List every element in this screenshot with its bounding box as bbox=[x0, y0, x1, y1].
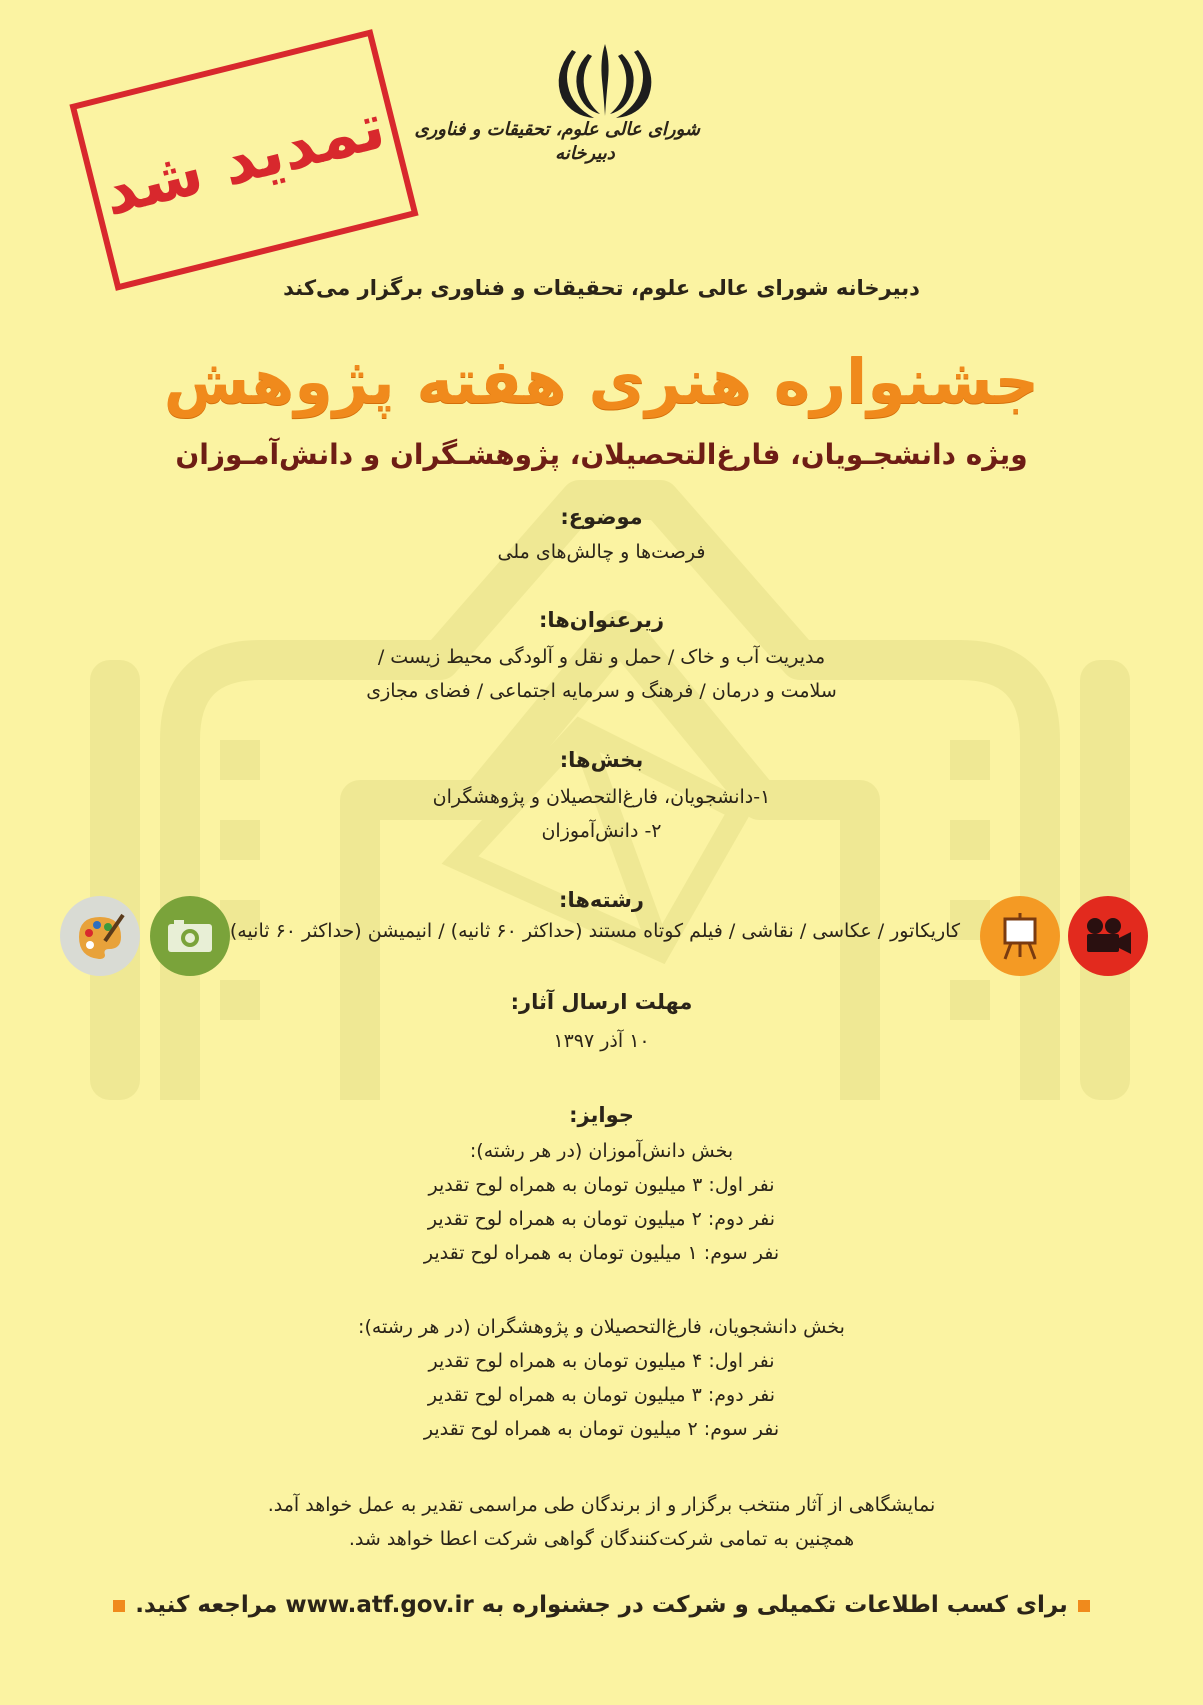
deadline-label: مهلت ارسال آثار: bbox=[510, 990, 693, 1014]
council-name-line2: دبیرخانه bbox=[555, 143, 615, 164]
easel-icon bbox=[980, 896, 1060, 976]
subtopics-line2: سلامت و درمان / فرهنگ و سرمایه اجتماعی / فضای مجازی bbox=[366, 680, 837, 702]
iran-emblem-icon bbox=[550, 40, 660, 120]
notes-line1: نمایشگاهی از آثار منتخب برگزار و از برندگان طی مراسمی تقدیر به عمل خواهد آمد. bbox=[267, 1494, 936, 1516]
notes-line2: همچنین به تمامی شرکت‌کنندگان گواهی شرکت اعطا خواهد شد. bbox=[348, 1528, 855, 1550]
prizes-university-title: بخش دانشجویان، فارغ‌التحصیلان و پژوهشگران (در هر رشته): bbox=[358, 1316, 845, 1338]
palette-icon bbox=[60, 896, 140, 976]
extended-stamp-text: تمدید شد bbox=[95, 89, 393, 231]
film-camera-icon bbox=[1068, 896, 1148, 976]
extended-stamp bbox=[69, 29, 418, 291]
camera-icon bbox=[150, 896, 230, 976]
footer bbox=[0, 1592, 1203, 1618]
festival-title: جشنواره هنری هفته پژوهش bbox=[163, 345, 1040, 418]
prize-item: نفر دوم: ۲ میلیون تومان به همراه لوح تقدیر bbox=[427, 1208, 776, 1230]
festival-subtitle: ویژه دانشجـویان، فارغ‌التحصیلان، پژوهشـگران و دانش‌آمـوزان bbox=[175, 438, 1028, 471]
prize-item: نفر سوم: ۱ میلیون تومان به همراه لوح تقدیر bbox=[423, 1242, 780, 1264]
prize-item: نفر اول: ۴ میلیون تومان به همراه لوح تقدیر bbox=[428, 1350, 775, 1372]
prizes-label: جوایز: bbox=[569, 1103, 634, 1127]
prize-item: نفر اول: ۳ میلیون تومان به همراه لوح تقدیر bbox=[428, 1174, 775, 1196]
council-name-line1: شورای عالی علوم، تحقیقات و فناوری bbox=[414, 119, 700, 140]
prizes-university bbox=[0, 1310, 1203, 1446]
bullet-icon bbox=[1078, 1600, 1090, 1612]
notes bbox=[0, 1488, 1203, 1556]
topic-label: موضوع: bbox=[560, 505, 643, 529]
bullet-icon bbox=[113, 1600, 125, 1612]
prizes-students bbox=[0, 1134, 1203, 1270]
sections-line1: ۱-دانشجویان، فارغ‌التحصیلان و پژوهشگران bbox=[432, 786, 771, 808]
sections-label: بخش‌ها: bbox=[559, 748, 644, 772]
subtopics-label: زیرعنوان‌ها: bbox=[538, 608, 665, 632]
council-name bbox=[414, 118, 700, 166]
fields-value: کاریکاتور / عکاسی / نقاشی / فیلم کوتاه مستند (حداکثر ۶۰ ثانیه) / انیمیشن (حداکثر ۶۰ ثانیه) bbox=[229, 920, 960, 942]
subtopics-list bbox=[0, 640, 1203, 708]
sections-line2: ۲- دانش‌آموزان bbox=[541, 820, 662, 842]
organizer-line: دبیرخانه شورای عالی علوم، تحقیقات و فناوری برگزار می‌کند bbox=[283, 276, 920, 300]
prizes-students-title: بخش دانش‌آموزان (در هر رشته): bbox=[469, 1140, 734, 1162]
subtopics-line1: مدیریت آب و خاک / حمل و نقل و آلودگی محیط زیست / bbox=[377, 646, 826, 668]
sections-list bbox=[0, 780, 1203, 848]
fields-label: رشته‌ها: bbox=[559, 888, 644, 912]
footer-text[interactable]: برای کسب اطلاعات تکمیلی و شرکت در جشنواره به www.atf.gov.ir مراجعه کنید. bbox=[135, 1592, 1068, 1618]
topic-value: فرصت‌ها و چالش‌های ملی bbox=[497, 541, 706, 563]
deadline-value: ۱۰ آذر ۱۳۹۷ bbox=[553, 1030, 650, 1052]
prize-item: نفر دوم: ۳ میلیون تومان به همراه لوح تقدیر bbox=[427, 1384, 776, 1406]
prize-item: نفر سوم: ۲ میلیون تومان به همراه لوح تقدیر bbox=[423, 1418, 780, 1440]
